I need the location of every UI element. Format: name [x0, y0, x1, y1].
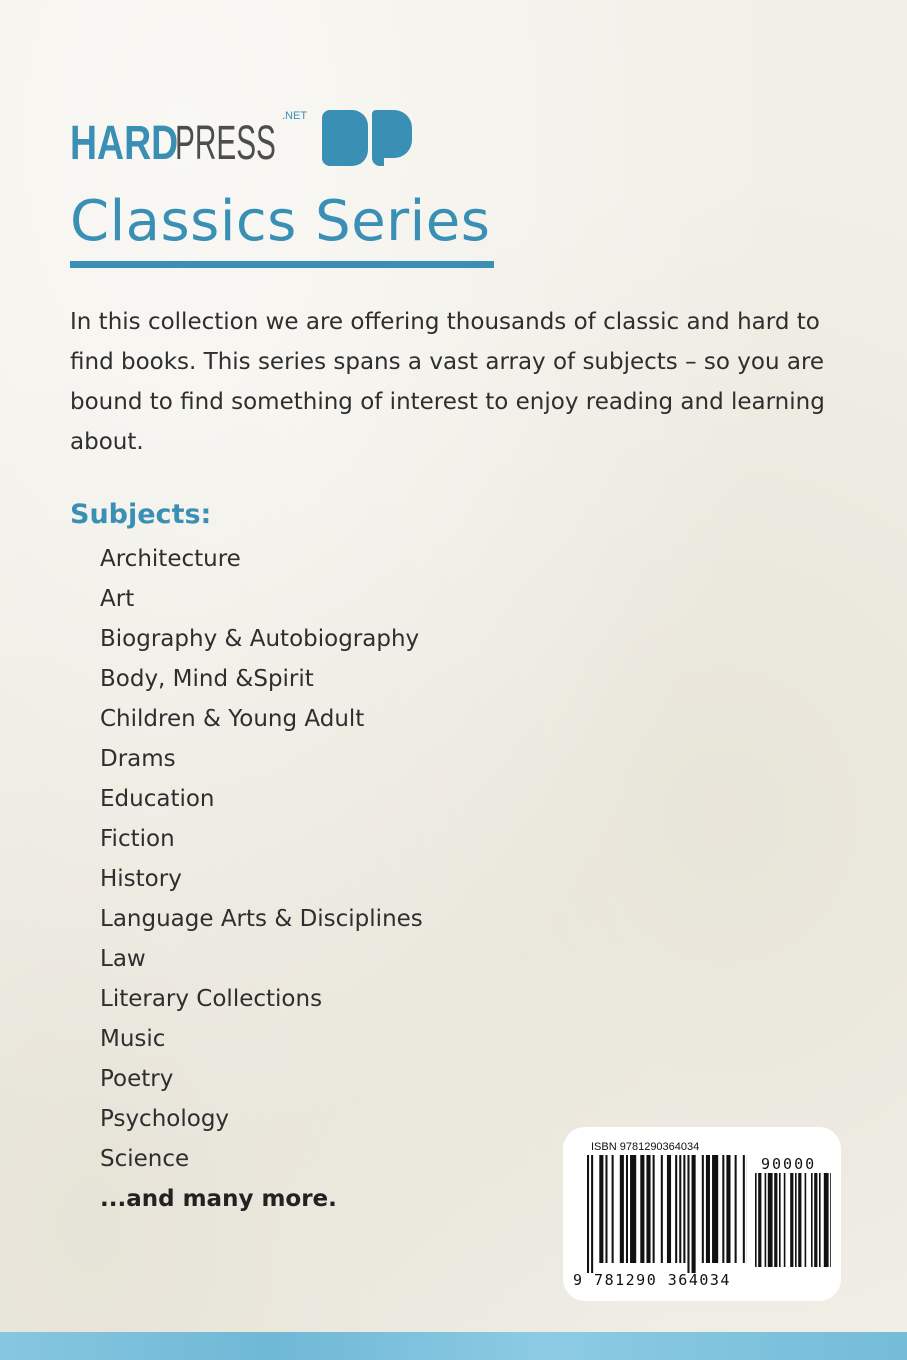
- logo-mark-icon: [322, 110, 414, 166]
- logo-hard-text: HARD: [70, 117, 179, 170]
- series-title: Classics Series: [70, 189, 491, 254]
- subject-item: Language Arts & Disciplines: [100, 906, 423, 932]
- subject-item: Architecture: [100, 546, 241, 572]
- subjects-heading: Subjects:: [70, 499, 212, 530]
- subject-item: Fiction: [100, 826, 175, 852]
- subject-item: Biography & Autobiography: [100, 626, 420, 652]
- subjects-list: [100, 539, 423, 1179]
- isbn-label: ISBN 9781290364034: [591, 1141, 700, 1153]
- price-code: 90000: [761, 1155, 817, 1173]
- subject-item: Education: [100, 786, 215, 812]
- subject-item: Music: [100, 1026, 166, 1052]
- logo-net-text: .NET: [282, 110, 308, 122]
- subject-item: Art: [100, 586, 135, 612]
- and-many-more-text: ...and many more.: [100, 1186, 337, 1212]
- barcode-digits: 9 781290 364034: [573, 1271, 731, 1289]
- subject-item: Science: [100, 1146, 190, 1172]
- subject-item: Drams: [100, 746, 176, 772]
- title-underline: [70, 261, 494, 268]
- barcode-panel: [563, 1127, 841, 1301]
- subject-item: Children & Young Adult: [100, 706, 365, 732]
- subject-item: Law: [100, 946, 146, 972]
- logo-press-text: PRESS: [175, 117, 276, 170]
- barcode-addon-icon: [755, 1173, 831, 1277]
- subject-item: Body, Mind &Spirit: [100, 666, 314, 692]
- subject-item: Psychology: [100, 1106, 230, 1132]
- subject-item: History: [100, 866, 182, 892]
- subject-item: Literary Collections: [100, 986, 323, 1012]
- intro-paragraph: In this collection we are offering thousands of classic and hard to find books. This series spans a vast array of subjects – so you are bound to find something of interest to enjoy reading and learning about.: [70, 309, 825, 455]
- barcode-main-icon: [587, 1155, 747, 1273]
- bottom-band: [0, 1332, 907, 1360]
- subject-item: Poetry: [100, 1066, 174, 1092]
- publisher-logo: [70, 110, 430, 170]
